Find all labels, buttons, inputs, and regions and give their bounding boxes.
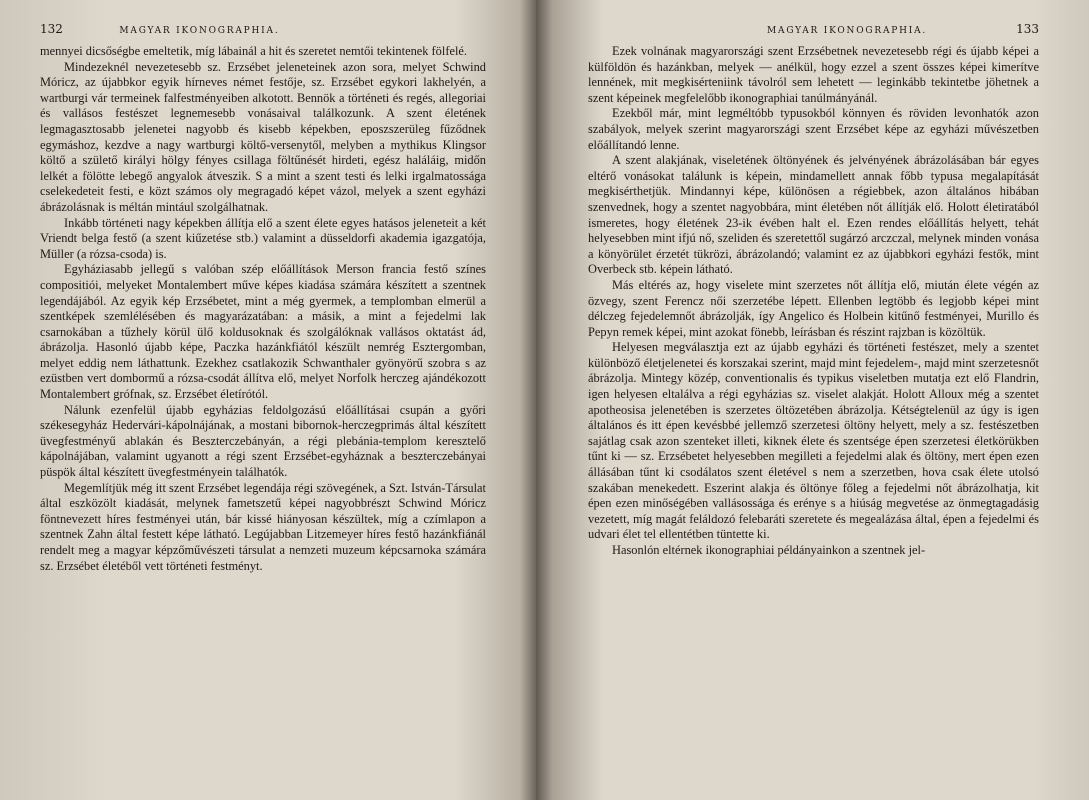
left-page-number: 132	[40, 22, 63, 36]
paragraph: Ezekből már, mint legméltóbb typusokból könnyen és röviden levonhatók azon szabályok, melyek szerint magyarországi szent Erzsébet képe az egyházi művészetben előállítandó lenne.	[588, 106, 1039, 152]
left-page-text	[40, 44, 486, 574]
right-page-number: 133	[1016, 22, 1039, 36]
paragraph: Megemlítjük még itt szent Erzsébet legendája régi szövegének, a Szt. István-Társulat által eszközölt kiadását, melynek fametszetű képei nagyobbrészt Schwind Móricz föntnevezett híres festményei után, bár kissé hiányosan készültek, míg a czímlapon a szentnek Zahn által festett képe látható. Legújabban Litzemeyer híres festő hazánkfiánál rendelt meg a magyar képzőművészeti társulat a nemzeti muzeum képcsarnoka számára sz. Erzsébet életéből vett történeti festményt.	[40, 480, 486, 573]
paragraph: Mindezeknél nevezetesebb sz. Erzsébet jeleneteinek azon sora, melyet Schwind Móricz, az újabbkor egyik hírneves német festője, sz. Erzsébet egykori lakhelyén, a wartburgi vár termeinek falfestményeiben alkotott. Bennök a történeti és regés, allegoriai és vallásos festészet legnemesebb vonásaival találkozunk. A szent életének legmagasztosabb jelenetei nagyobb és kisebb képekben, eposzszerüleg fűződnek egymáshoz, kezdve a nagy wartburgi költő-versenytől, melyben a mythikus Klingsor költő a születő királyi hölgy fényes csillaga föltűnését hirdeti, egész haláláig, midőn lelkét a fölötte lebegő angyalok átveszik. S a mint a szent testi és lelki irgalmatossága cselekedeteit festi, e közt számos oly megragadó képet vázol, melyek a szent egyházi ábrázolásnak is méltán mintául szolgálhatnak.	[40, 59, 486, 214]
paragraph: mennyei dicsőségbe emeltetik, míg lábainál a hit és szeretet nemtői tekintenek fölfelé.	[40, 44, 467, 58]
paragraph: A szent alakjának, viseletének öltönyének és jelvényének ábrázolásában bár egyes eltérő vonásokat találunk is képein, mindamellett annak főbb typusa megalapítását megkisérthetjük. Mindannyi képe, különösen a régiebbek, azon általános hibában szenvednek, hogy a szentet nagyobbára, mint életében nőt állítják elő. Holott életiratából ismeretes, hogy életének 23-ik évében halt el. Ezen rendes előállítás helyett, tehát helyesebben mint ifjú nő, szeliden és szeretettől sugárzó arczczal, melynek minden vonása a könyörület érzetét tükrözi, ábrázolandó; valamint ez az újabbkori egyházi festők, mint Overbeck stb. képein látható.	[588, 153, 1039, 277]
right-running-title: MAGYAR IKONOGRAPHIA.	[767, 26, 928, 36]
paragraph: Inkább történeti nagy képekben állítja elő a szent élete egyes hatásos jeleneteit a két Vriendt belga festő (a szent kiűzetése stb.) valamint a düsseldorfi akademia igazgatója, Müller (a rózsa-csoda) is.	[40, 215, 486, 261]
left-running-title: MAGYAR IKONOGRAPHIA.	[119, 26, 280, 36]
paragraph: Hasonlón eltérnek ikonographiai példányainkon a szentnek jel-	[612, 543, 926, 557]
left-page	[0, 0, 536, 800]
paragraph: Más eltérés az, hogy viselete mint szerzetes nőt állítja elő, miután élete végén az özvegy, szent Ferencz női szerzetébe lépett. Ellenben legtöbb és legjobb képei mint délczeg fejedelemnőt ábrázolják, így Angelico és Holbein kitűnő festményei, Murillo és Pepyn remek képei, mint azokat fönebb, leírásban és részint rajzban is közöltük.	[588, 277, 1039, 339]
left-running-head	[40, 22, 486, 44]
right-page	[536, 0, 1089, 800]
paragraph: Helyesen megválasztja ezt az újabb egyházi és történeti festészet, mely a szentet különböző életjelenetei és korszakai szerint, majd mint fejedelem-, majd mint szerzetesnőt ábrázolja. Mintegy közép, conventionalis és typikus viseletben mutatja ezt elő Flandrin, igen helyesen eltalálva a régi egyházias sz. viselet alakját. Holott Alloux még a szentet apotheosisa jelenetében is szerzetes öltözetében ábrázolja. Kétségtelenül az úgy is igen általános és itt épen kevésbbé jellemző szerzetesi öltöny helyett, mely a sz. festészetben sajátlag csak azon szenteket illeti, kiknek élete és szentsége épen szerzetesi életkörükben tűnt ki — sz. Erzsébetet helyesebben megilleti a fejedelmi alak és öltöny, mert épen ezen állásában tűnt ki csodálatos szent életével s nem a szerzetben, hova csak élete utolsó szakában menekedett. Eszerint alakja és öltönye főleg a fejedelmi nőt ábrázolhatja, kit épen ezen minőségében vallásossága és erénye s a hiúság megvetése az önmegtagadásig vezetett, míg magát feláldozó felebaráti szeretete és megealázása által, épen a fejedelmi és udvari élet tel ellentétben tüntette ki.	[588, 340, 1039, 542]
paragraph: Ezek volnának magyarországi szent Erzsébetnek nevezetesebb régi és újabb képei a külföldön és hazánkban, melyek — anélkül, hogy ezzel a szent összes képei kimerítve lennének, mit megkisérteniink távolról sem lehetett — leginkább tekintetbe jöhetnek a szent képeinek megfelelőbb ikonographiai tanúlmányánál.	[588, 44, 1039, 105]
right-running-head	[588, 22, 1039, 44]
paragraph: Egyháziasabb jellegű s valóban szép előállítások Merson francia festő színes compositiói, melyeket Montalembert műve képes kiadása számára készített a szentnek legendájából. Az egyik kép Erzsébetet, mint a még gyermek, a templomban elmerül a szentképek szemlélésében és magyarázatában: a másik, a mint a fejedelmi lak csarnokában a tűzhely körül ülő koldusoknak és szolgálóknak vallásos oktatást ád, ábrázolja. Hasonló újabb képe, Paczka hazánkfiától készült nemrég Esztergomban, melyet eddig nem láthattunk. Ezekhez csatlakozik Schwanthaler gyönyörű szobra s az ezüstben vert dombormű a rózsa-csodát állítva elő, melyet Norfolk herczeg ajándékozott Montalembert grófnak, sz. Erzsébet életírótól.	[40, 262, 486, 402]
paragraph: Nálunk ezenfelül újabb egyházias feldolgozású előállításai csupán a győri székesegyház Hedervári-kápolnájának, a mostani bibornok-herczegprimás által készített üvegfestményű ablakán és Beszterczebányán, a régi plebánia-templom keresztelő kápolnájában, valamint ugyanott a régi szent Erzsébet-egyháznak a beszterczebányai püspök által készített üvegfestményein találhatók.	[40, 402, 486, 480]
right-page-text	[588, 44, 1039, 559]
